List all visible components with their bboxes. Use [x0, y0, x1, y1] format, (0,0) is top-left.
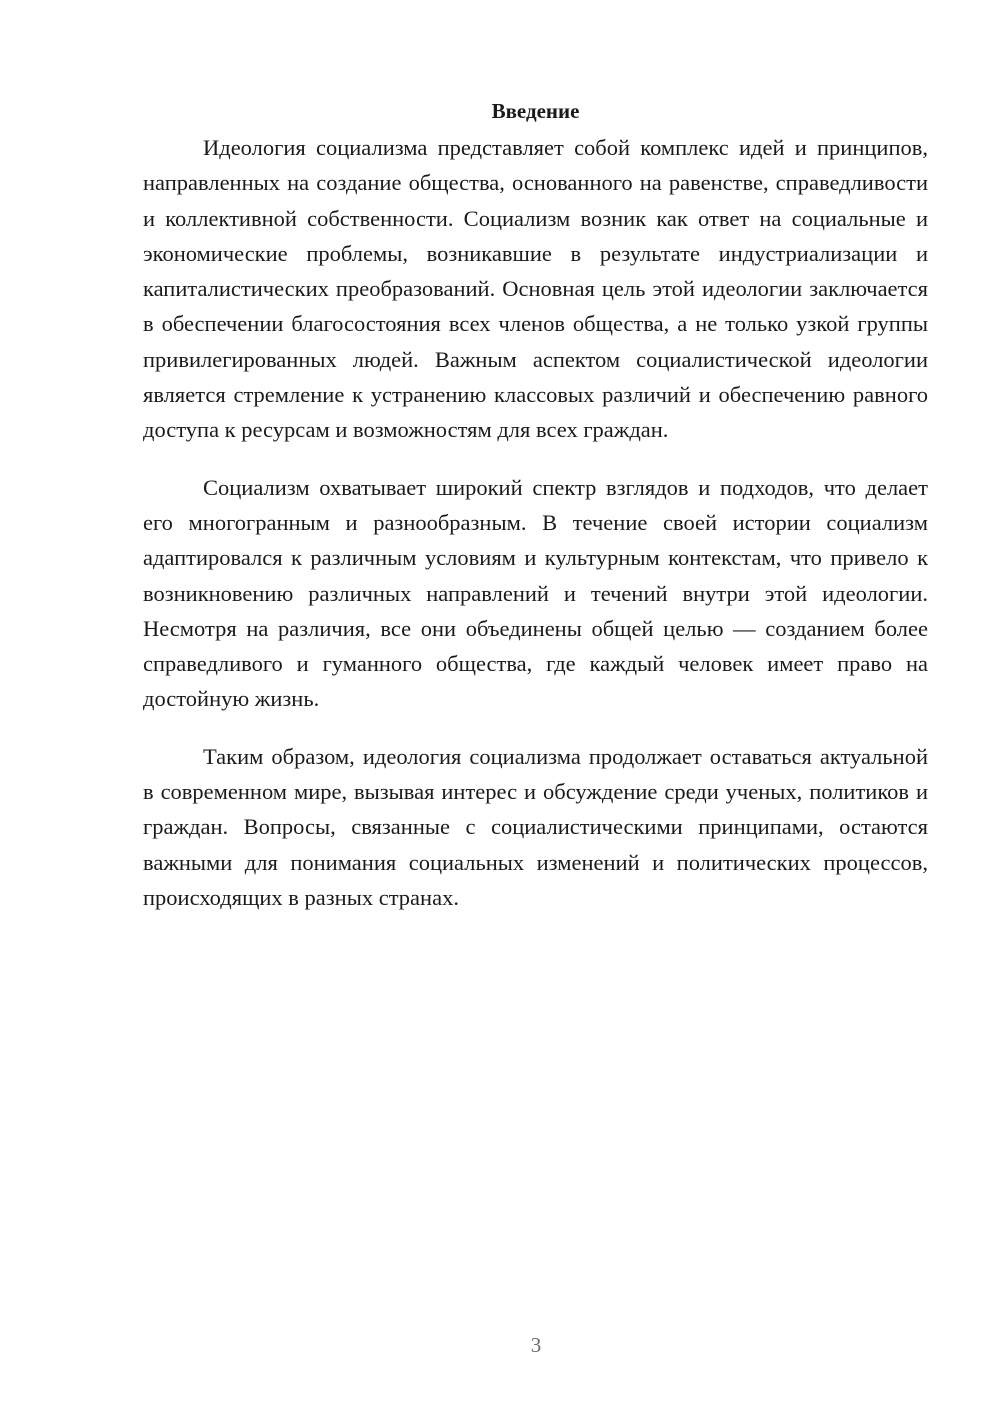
section-heading: Введение — [491, 99, 580, 123]
paragraph-2: Социализм охватывает широкий спектр взглядов и подходов, что делает его многогранным и разнообразным. В течение своей истории социализм адаптировался к различным условиям и культурным контекстам, что привело к возникновению различных направлений и течений внутри этой идеологии. Несмотря на различия, все они объединены общей целью — созданием более справедливого и гуманного общества, где каждый человек имеет право на достойную жизнь. — [143, 474, 928, 712]
paragraph-1: Идеология социализма представляет собой комплекс идей и принципов, направленных на создание общества, основанного на равенстве, справедливости и коллективной собственности. Социализм возник как ответ на социальные и экономические проблемы, возникавшие в результате индустриализации и капиталистических преобразований. Основная цель этой идеологии заключается в обеспечении благосостояния всех членов общества, а не только узкой группы привилегированных людей. Важным аспектом социалистической идеологии является стремление к устранению классовых различий и обеспечению равного доступа к ресурсам и возможностям для всех граждан. — [143, 135, 928, 443]
paragraph-3: Таким образом, идеология социализма продолжает оставаться актуальной в современном мире, вызывая интерес и обсуждение среди ученых, политиков и граждан. Вопросы, связанные с социалистическими принципами, остаются важными для понимания социальных изменений и политических процессов, происходящих в разных странах. — [143, 743, 928, 910]
page-number: 3 — [530, 1333, 542, 1357]
page-content — [143, 94, 928, 937]
